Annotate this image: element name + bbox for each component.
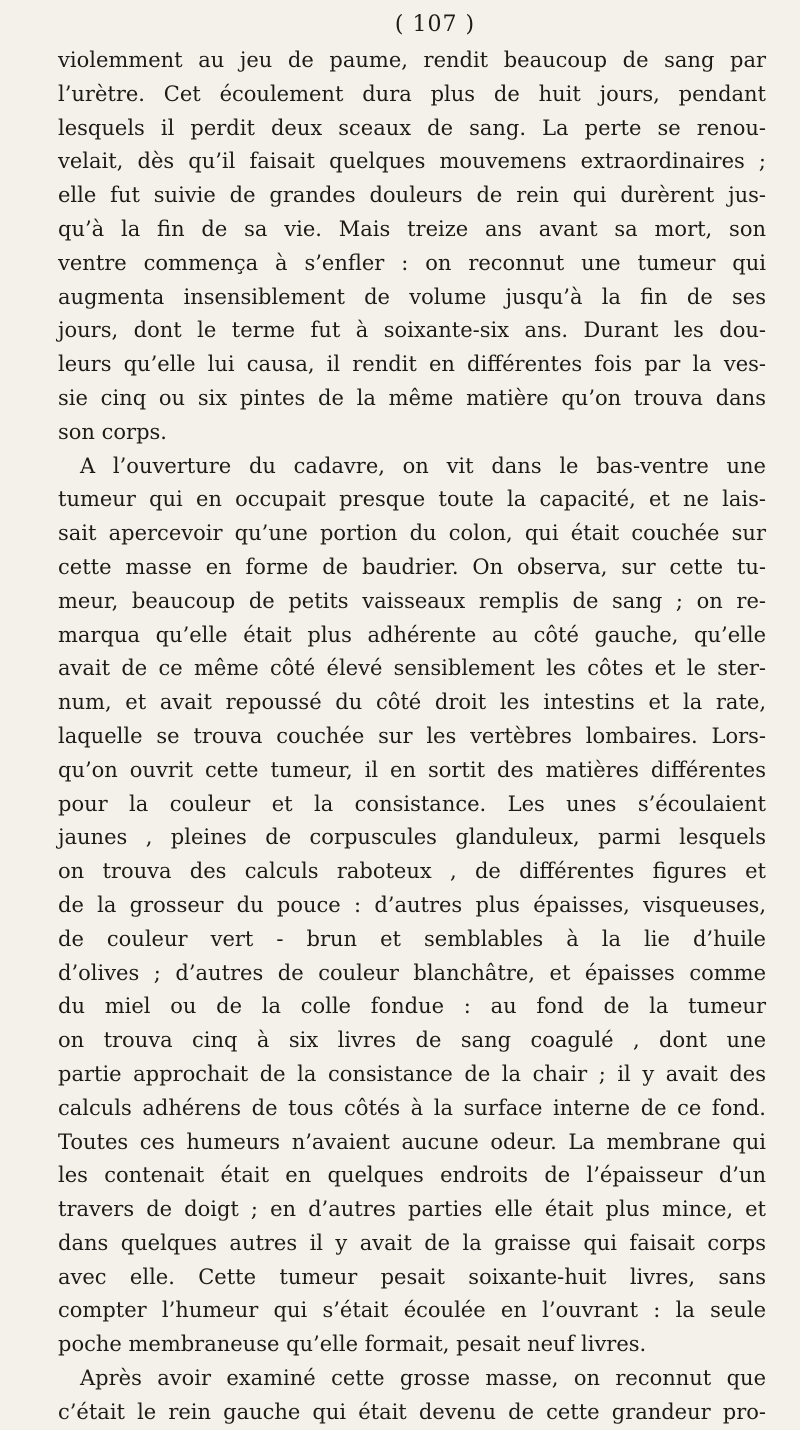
text-line: elle fut suivie de grandes douleurs de rein qui durèrent jus-	[58, 183, 766, 208]
text-line: pour la couleur et la consistance. Les unes s’écoulaient	[58, 791, 766, 816]
text-line: de la grosseur du pouce : d’autres plus épaisses, visqueuses,	[58, 892, 766, 917]
text-line: Après avoir examiné cette grosse masse, on reconnut que	[80, 1366, 766, 1391]
text-line: Toutes ces humeurs n’avaient aucune odeur. La membrane qui	[58, 1129, 766, 1154]
text-line: c’était le rein gauche qui était devenu de cette grandeur pro-	[58, 1399, 766, 1424]
paragraph-3	[58, 1362, 766, 1430]
text-line: d’olives ; d’autres de couleur blanchâtre, et épaisses comme	[58, 960, 766, 985]
text-line: qu’à la fin de sa vie. Mais treize ans avant sa mort, son	[58, 216, 766, 241]
text-line: avait de ce même côté élevé sensiblement les côtes et le ster-	[58, 656, 766, 681]
text-line: lesquels il perdit deux sceaux de sang. La perte se renou-	[58, 115, 766, 140]
text-line: on trouva des calculs raboteux , de différentes figures et	[58, 859, 766, 884]
text-line: velait, dès qu’il faisait quelques mouvemens extraordinaires ;	[58, 149, 766, 174]
text-line: compter l’humeur qui s’était écoulée en l’ouvrant : la seule	[58, 1298, 766, 1323]
text-line: marqua qu’elle était plus adhérente au côté gauche, qu’elle	[58, 622, 766, 647]
paragraph-1	[58, 44, 766, 450]
text-line: on trouva cinq à six livres de sang coagulé , dont une	[58, 1028, 766, 1053]
text-line: jaunes , pleines de corpuscules glanduleux, parmi lesquels	[58, 825, 766, 850]
text-line: de couleur vert - brun et semblables à la lie d’huile	[58, 926, 766, 951]
text-line: sait apercevoir qu’une portion du colon, qui était couchée sur	[58, 521, 766, 546]
text-line: leurs qu’elle lui causa, il rendit en différentes fois par la ves-	[58, 352, 766, 377]
text-line: violemment au jeu de paume, rendit beaucoup de sang par	[58, 48, 766, 72]
text-line: dans quelques autres il y avait de la graisse qui faisait corps	[58, 1230, 766, 1255]
text-line: num, et avait repoussé du côté droit les intestins et la rate,	[58, 690, 766, 715]
text-line: partie approchait de la consistance de la chair ; il y avait des	[58, 1061, 766, 1086]
text-line: tumeur qui en occupait presque toute la capacité, et ne lais-	[58, 487, 766, 512]
text-line: meur, beaucoup de petits vaisseaux remplis de sang ; on re-	[58, 588, 766, 613]
page-number: ( 107 )	[394, 12, 476, 37]
text-line: A l’ouverture du cadavre, on vit dans le bas-ventre une	[80, 453, 766, 478]
text-line: augmenta insensiblement de volume jusqu’à la fin de ses	[58, 284, 766, 309]
text-line: ventre commença à s’enfler : on reconnut une tumeur qui	[58, 250, 766, 275]
text-line: jours, dont le terme fut à soixante-six ans. Durant les dou-	[58, 318, 766, 343]
text-line: sie cinq ou six pintes de la même matière qu’on trouva dans	[58, 385, 766, 410]
text-line: l’urètre. Cet écoulement dura plus de huit jours, pendant	[58, 81, 766, 106]
text-line: son corps.	[58, 419, 167, 444]
text-line: travers de doigt ; en d’autres parties elle était plus mince, et	[58, 1197, 766, 1222]
text-line: cette masse en forme de baudrier. On observa, sur cette tu-	[58, 554, 766, 579]
text-line: poche membraneuse qu’elle formait, pesait neuf livres.	[58, 1332, 647, 1357]
paragraph-2	[58, 450, 766, 1363]
text-line: calculs adhérens de tous côtés à la surface interne de ce fond.	[58, 1095, 766, 1120]
text-line: les contenait était en quelques endroits de l’épaisseur d’un	[58, 1163, 766, 1188]
text-line: laquelle se trouva couchée sur les vertèbres lombaires. Lors-	[58, 723, 766, 748]
text-line: qu’on ouvrit cette tumeur, il en sortit des matières différentes	[58, 757, 766, 782]
text-line: du miel ou de la colle fondue : au fond de la tumeur	[58, 994, 766, 1019]
text-line: avec elle. Cette tumeur pesait soixante-huit livres, sans	[58, 1264, 766, 1289]
